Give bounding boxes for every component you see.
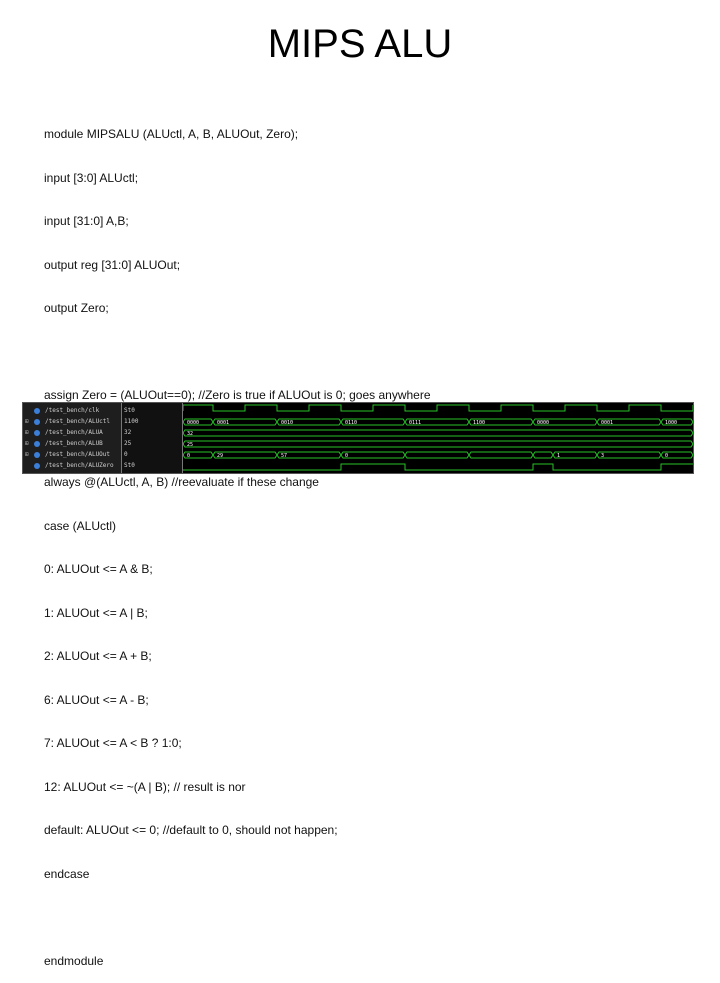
code-line: case (ALUctl) <box>44 518 117 533</box>
code-line: 1: ALUOut <= A | B; <box>44 605 148 620</box>
code-line: endmodule <box>44 953 104 968</box>
signal-name: /test_bench/ALUA <box>45 429 103 436</box>
aluout-bus-segment <box>405 452 469 458</box>
code-line: 6: ALUOut <= A - B; <box>44 692 149 707</box>
signal-value: 1100 <box>124 418 139 425</box>
alub-bus-label: 25 <box>187 442 194 448</box>
signal-row-aluctl[interactable] <box>23 417 121 427</box>
aluctl-bus-label: 0001 <box>601 420 614 426</box>
clk-trace <box>183 405 693 411</box>
aluout-bus-label: 0 <box>187 453 191 459</box>
signal-diamond-icon <box>34 419 40 425</box>
signal-name: /test_bench/ALUZero <box>45 462 114 469</box>
code-line: 0: ALUOut <= A & B; <box>44 562 153 576</box>
signal-diamond-icon <box>34 463 40 469</box>
signal-name: /test_bench/ALUB <box>45 440 103 447</box>
code-line: input [31:0] A,B; <box>44 214 129 228</box>
aluout-bus-label: 0 <box>665 453 669 459</box>
signal-diamond-icon <box>34 408 40 414</box>
signal-row-aluzero[interactable] <box>23 461 121 471</box>
code-line: 7: ALUOut <= A < B ? 1:0; <box>44 736 182 750</box>
expand-icon[interactable]: ⊞ <box>25 429 29 436</box>
signal-diamond-icon <box>34 452 40 458</box>
aluout-bus-segment <box>469 452 533 458</box>
code-line: endcase <box>44 866 90 881</box>
code-line: always @(ALUctl, A, B) //reevaluate if these change <box>44 475 319 489</box>
signal-name-pane <box>23 403 122 473</box>
waveform-trace-pane[interactable] <box>183 403 694 474</box>
aluout-bus-label: 29 <box>217 453 224 459</box>
signal-row-alua[interactable] <box>23 428 121 438</box>
code-line: 2: ALUOut <= A + B; <box>44 649 152 663</box>
code-line: module MIPSALU (ALUctl, A, B, ALUOut, Zero); <box>44 127 299 141</box>
expand-icon[interactable]: ⊞ <box>25 440 29 447</box>
waveform-viewer <box>22 402 694 474</box>
code-line: default: ALUOut <= 0; //default to 0, should not happen; <box>44 823 338 837</box>
aluctl-bus-label: 0001 <box>217 420 230 426</box>
signal-value: 0 <box>124 451 128 458</box>
signal-row-alub[interactable] <box>23 439 121 449</box>
expand-icon[interactable]: ⊞ <box>25 451 29 458</box>
alua-bus-label: 32 <box>187 431 194 437</box>
signal-row-clk[interactable] <box>23 406 121 416</box>
aluctl-bus-label: 0000 <box>187 420 200 426</box>
alub-bus-segment <box>183 441 693 447</box>
signal-value-pane <box>122 403 183 473</box>
aluout-bus-label: 0 <box>345 453 349 459</box>
aluctl-bus-label: 0000 <box>537 420 550 426</box>
aluout-bus-label: 1 <box>557 453 561 459</box>
blank-line <box>44 910 431 925</box>
aluctl-bus-label: 0010 <box>281 420 294 426</box>
zero-trace <box>183 464 693 470</box>
code-line: output reg [31:0] ALUOut; <box>44 257 181 272</box>
aluctl-bus-label: 1100 <box>473 420 486 426</box>
signal-value: 25 <box>124 440 132 447</box>
signal-diamond-icon <box>34 441 40 447</box>
verilog-code-block <box>44 98 431 983</box>
code-line: assign Zero = (ALUOut==0); //Zero is true if ALUOut is 0; goes anywhere <box>44 388 431 402</box>
aluout-bus-label: 57 <box>281 453 288 459</box>
aluout-bus-segment <box>341 452 405 458</box>
aluout-bus-label: 3 <box>601 453 605 459</box>
blank-line <box>44 345 431 360</box>
aluout-bus-segment <box>597 452 661 458</box>
code-line: 12: ALUOut <= ~(A | B); // result is nor <box>44 779 246 794</box>
signal-name: /test_bench/clk <box>45 407 100 414</box>
signal-row-aluout[interactable] <box>23 450 121 460</box>
expand-icon[interactable]: ⊞ <box>25 418 29 425</box>
signal-value: 32 <box>124 429 132 436</box>
signal-name: /test_bench/ALUOut <box>45 451 111 458</box>
code-line: output Zero; <box>44 301 109 315</box>
slide-title: MIPS ALU <box>267 22 453 66</box>
alua-bus-segment <box>183 430 693 436</box>
aluctl-bus-label: 0110 <box>345 420 358 426</box>
code-line: input [3:0] ALUctl; <box>44 170 139 185</box>
signal-value: St0 <box>124 407 135 414</box>
signal-value: St0 <box>124 462 135 469</box>
signal-diamond-icon <box>34 430 40 436</box>
aluout-bus-segment <box>533 452 553 458</box>
aluctl-bus-label: 0111 <box>409 420 422 426</box>
aluctl-bus-label: 1000 <box>665 420 678 426</box>
signal-name: /test_bench/ALUctl <box>45 418 111 425</box>
